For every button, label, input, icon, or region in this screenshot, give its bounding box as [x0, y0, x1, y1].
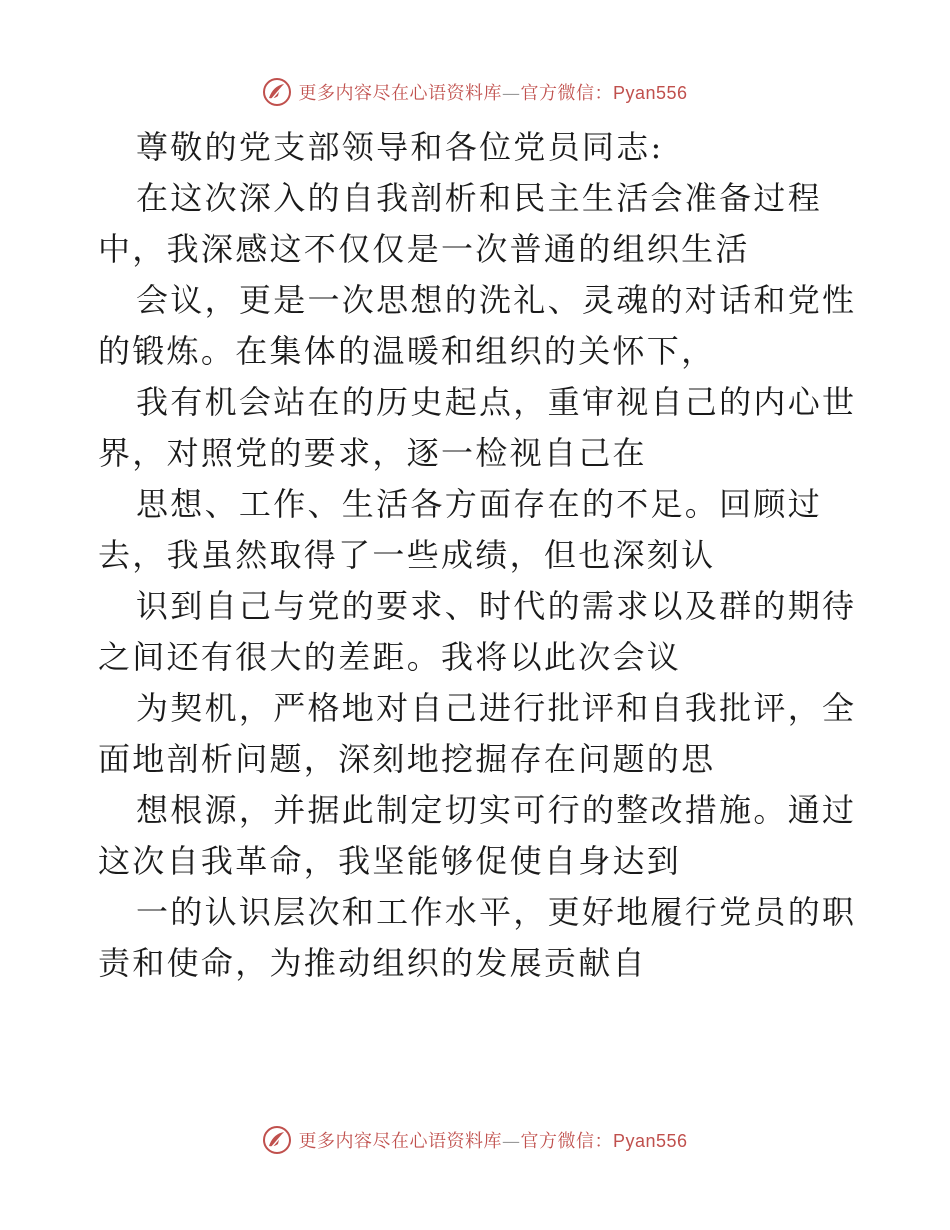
- body-line: 识到自己与党的要求、时代的需求以及群的期待: [136, 587, 857, 625]
- body-line: 责和使命，为推动组织的发展贡献自: [98, 944, 647, 982]
- watermark-text: [298, 79, 687, 105]
- body-line: 在这次深入的自我剖析和民主生活会准备过程: [136, 179, 823, 217]
- watermark-account: Pyan556: [612, 1131, 688, 1151]
- salutation-line: 尊敬的党支部领导和各位党员同志:: [136, 128, 664, 166]
- watermark-brand: 更多内容尽在心语资料库: [298, 83, 502, 104]
- watermark-official-label: 官方微信：: [520, 83, 613, 104]
- watermark-account: Pyan556: [612, 83, 688, 103]
- body-line: 界，对照党的要求，逐一检视自己在: [98, 434, 647, 472]
- body-line: 面地剖析问题，深刻地挖掘存在问题的思: [98, 740, 716, 778]
- brand-logo-icon: [262, 77, 292, 107]
- document-body: [98, 122, 858, 989]
- body-line: 思想、工作、生活各方面存在的不足。回顾过: [136, 485, 823, 523]
- brand-logo-icon: [262, 1125, 292, 1155]
- body-line: 的锻炼。在集体的温暖和组织的关怀下，: [98, 332, 716, 370]
- watermark-brand: 更多内容尽在心语资料库: [298, 1131, 502, 1152]
- body-line: 为契机，严格地对自己进行批评和自我批评，全: [136, 689, 857, 727]
- watermark-separator: —: [501, 83, 521, 104]
- header-watermark: [0, 72, 950, 112]
- body-line: 这次自我革命，我坚能够促使自身达到: [98, 842, 682, 880]
- body-line: 想根源，并据此制定切实可行的整改措施。通过: [136, 791, 857, 829]
- footer-watermark: [0, 1120, 950, 1160]
- body-line: 中，我深感这不仅仅是一次普通的组织生活: [98, 230, 750, 268]
- body-line: 之间还有很大的差距。我将以此次会议: [98, 638, 682, 676]
- body-line: 会议，更是一次思想的洗礼、灵魂的对话和党性: [136, 281, 857, 319]
- body-line: 一的认识层次和工作水平，更好地履行党员的职: [136, 893, 857, 931]
- watermark-official-label: 官方微信：: [520, 1131, 613, 1152]
- watermark-text: [298, 1127, 687, 1153]
- watermark-separator: —: [501, 1131, 521, 1152]
- body-line: 去，我虽然取得了一些成绩，但也深刻认: [98, 536, 716, 574]
- body-line: 我有机会站在的历史起点，重审视自己的内心世: [136, 383, 857, 421]
